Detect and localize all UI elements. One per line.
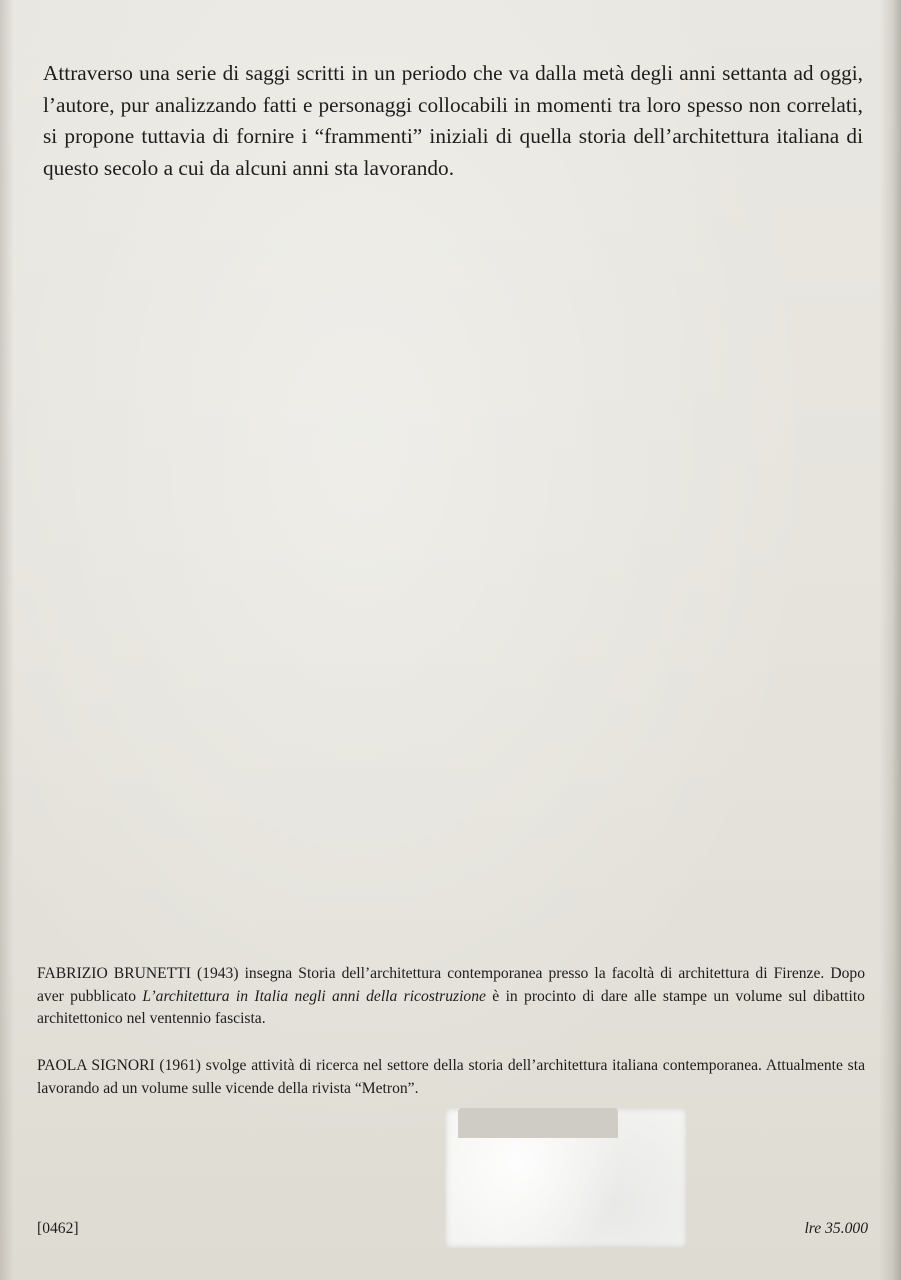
cover-right-edge [879, 0, 901, 1280]
author-bio-brunetti [37, 963, 865, 1031]
book-title: L’architettura in Italia negli anni della ricostruzione [142, 987, 486, 1005]
sticker-torn-edge [458, 1108, 618, 1138]
back-cover-blurb: Attraverso una serie di saggi scritti in un periodo che va dalla metà degli anni settanta ad oggi, l’autore, pur analizzando fatti e personaggi collocabili in momenti tra loro spesso non correlati, si propone tuttavia di fornire i “frammenti” iniziali di quella storia dell’architettura italiana di questo secolo a cui da alcuni anni sta lavorando. [43, 61, 863, 180]
catalog-code: [0462] [37, 1220, 79, 1237]
bio-text: FABRIZIO BRUNETTI (1943) insegna Storia dell’architettura contemporanea presso la facoltà di architettura di Firenze. Dopo aver pubblicato [37, 965, 865, 1005]
price-label: lre 35.000 [804, 1220, 868, 1237]
bio-text-end: è in procinto di dare alle stampe un volume sul dibattito architettonico nel ventennio fascista. [37, 987, 865, 1027]
cover-left-edge [0, 0, 14, 1280]
author-bio-signori: PAOLA SIGNORI (1961) svolge attività di ricerca nel settore della storia dell’architettura italiana contemporanea. Attualmente sta lavorando ad un volume sulle vicende della rivista “Metron”. [37, 1057, 865, 1097]
